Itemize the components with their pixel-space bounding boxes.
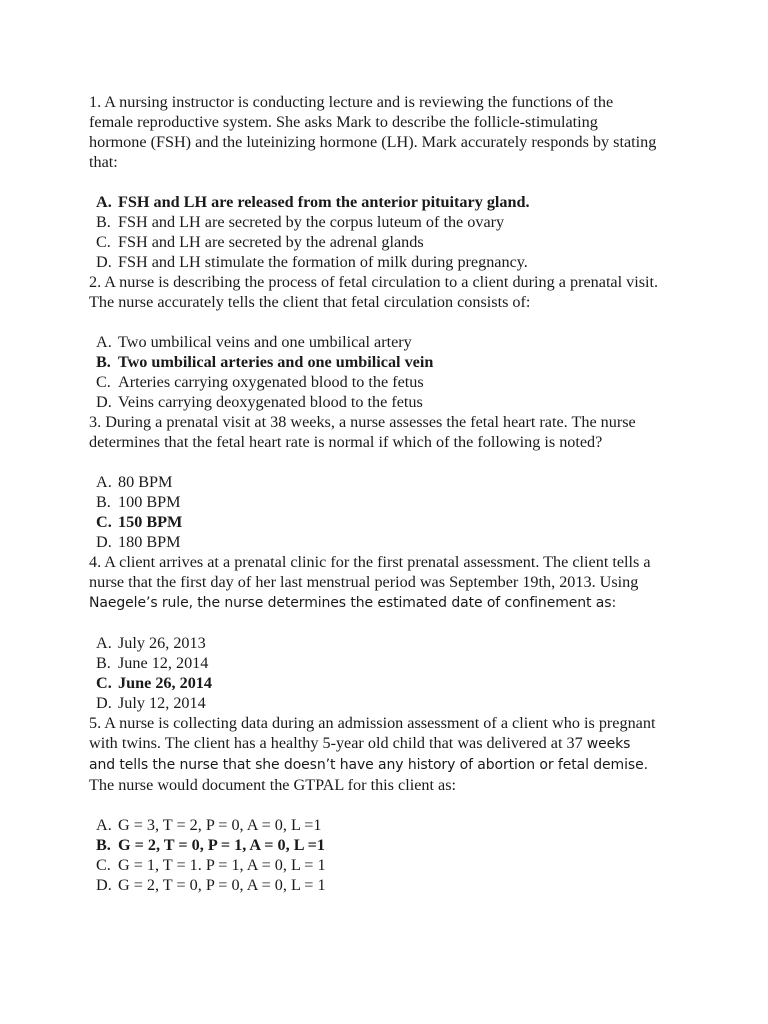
option-c: [89, 372, 659, 392]
option-text: FSH and LH are released from the anterior pituitary gland.: [118, 193, 530, 211]
option-b: [89, 352, 659, 372]
option-a: [89, 633, 659, 653]
option-text: 180 BPM: [118, 533, 181, 551]
option-text: FSH and LH are secreted by the corpus luteum of the ovary: [118, 213, 505, 231]
question-5: [89, 713, 659, 895]
option-letter: D.: [96, 694, 112, 712]
option-letter: D.: [96, 253, 112, 271]
option-letter: B.: [96, 353, 111, 371]
option-d: [89, 392, 659, 412]
question-stem: 1. A nursing instructor is conducting lecture and is reviewing the functions of the female reproductive system. She asks Mark to describe the follicle-stimulating hormone (FSH) and the luteinizing hormone (LH). Mark accurately responds by stating that:: [89, 93, 657, 171]
option-text: Two umbilical veins and one umbilical artery: [118, 333, 412, 351]
question-stem: [89, 713, 659, 795]
option-d: [89, 252, 659, 272]
question-1: [89, 92, 659, 272]
option-letter: A.: [96, 193, 112, 211]
option-text: 100 BPM: [118, 493, 181, 511]
option-a: [89, 332, 659, 352]
question-4: [89, 552, 659, 713]
option-letter: C.: [96, 233, 111, 251]
option-letter: D.: [96, 533, 112, 551]
question-stem: 3. During a prenatal visit at 38 weeks, a nurse assesses the fetal heart rate. The nurse determines that the fetal heart rate is normal if which of the following is noted?: [89, 413, 636, 451]
option-text: 80 BPM: [118, 473, 173, 491]
option-d: [89, 693, 659, 713]
option-letter: C.: [96, 373, 111, 391]
question-stem-serif: 5. A nurse is collecting data during an admission assessment of a client who is pregnant with twins. The client has a healthy 5-year old child that was delivered at 37: [89, 714, 656, 752]
question-stem: [89, 552, 659, 613]
option-text: July 26, 2013: [118, 634, 206, 652]
question-2: [89, 272, 659, 412]
option-text: Veins carrying deoxygenated blood to the fetus: [118, 393, 423, 411]
option-d: [89, 532, 659, 552]
option-letter: C.: [96, 856, 111, 874]
option-text: FSH and LH stimulate the formation of milk during pregnancy.: [118, 253, 528, 271]
option-letter: C.: [96, 513, 112, 531]
option-list: [89, 192, 659, 272]
question-stem-sans: Naegele’s rule, the nurse determines the estimated date of confinement as:: [89, 595, 617, 611]
option-text: G = 2, T = 0, P = 1, A = 0, L =1: [118, 836, 325, 854]
option-letter: A.: [96, 333, 112, 351]
option-text: G = 2, T = 0, P = 0, A = 0, L = 1: [118, 876, 326, 894]
option-b: [89, 492, 659, 512]
option-list: [89, 815, 659, 895]
question-stem: 2. A nurse is describing the process of fetal circulation to a client during a prenatal visit. The nurse accurately tells the client that fetal circulation consists of:: [89, 273, 659, 311]
option-text: July 12, 2014: [118, 694, 206, 712]
option-letter: B.: [96, 654, 111, 672]
option-b: [89, 212, 659, 232]
option-letter: D.: [96, 393, 112, 411]
option-text: G = 1, T = 1. P = 1, A = 0, L = 1: [118, 856, 326, 874]
option-letter: C.: [96, 674, 112, 692]
option-text: G = 3, T = 2, P = 0, A = 0, L =1: [118, 816, 322, 834]
question-stem-serif: 4. A client arrives at a prenatal clinic for the first prenatal assessment. The client tells a nurse that the first day of her last menstrual period was September 19th, 2013. Using: [89, 553, 651, 591]
option-letter: B.: [96, 836, 111, 854]
option-text: June 12, 2014: [118, 654, 209, 672]
option-list: [89, 472, 659, 552]
option-list: [89, 332, 659, 412]
question-stem-sans: weeks and tells the nurse that she doesn’t have any history of abortion or fetal demise.: [89, 736, 648, 773]
option-a: [89, 815, 659, 835]
option-letter: D.: [96, 876, 112, 894]
option-d: [89, 875, 659, 895]
option-b: [89, 653, 659, 673]
option-list: [89, 633, 659, 713]
option-letter: A.: [96, 816, 112, 834]
option-c: [89, 673, 659, 693]
option-letter: B.: [96, 493, 111, 511]
option-text: 150 BPM: [118, 513, 183, 531]
option-a: [89, 472, 659, 492]
option-letter: A.: [96, 634, 112, 652]
option-c: [89, 232, 659, 252]
option-letter: B.: [96, 213, 111, 231]
option-text: Two umbilical arteries and one umbilical vein: [118, 353, 434, 371]
option-text: June 26, 2014: [118, 674, 212, 692]
option-b: [89, 835, 659, 855]
question-stem-serif: The nurse would document the GTPAL for this client as:: [89, 776, 456, 794]
option-letter: A.: [96, 473, 112, 491]
quiz-document: [89, 92, 659, 895]
option-c: [89, 855, 659, 875]
option-c: [89, 512, 659, 532]
option-text: FSH and LH are secreted by the adrenal glands: [118, 233, 424, 251]
option-a: [89, 192, 659, 212]
option-text: Arteries carrying oxygenated blood to the fetus: [118, 373, 424, 391]
question-3: [89, 412, 659, 552]
